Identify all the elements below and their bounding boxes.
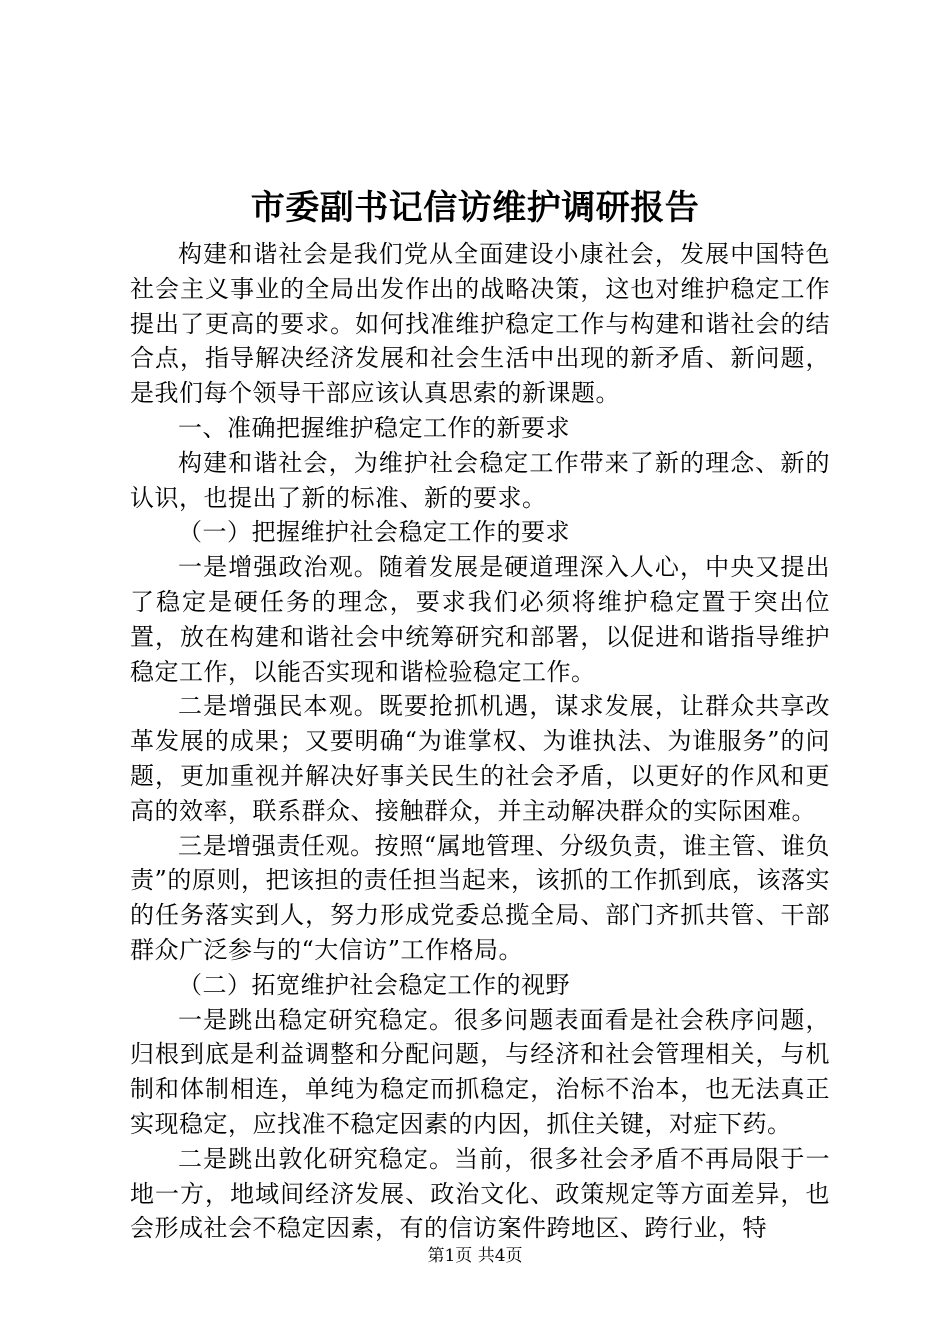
section-heading-1: 一、准确把握维护稳定工作的新要求	[178, 413, 570, 442]
subsection-heading-1: （一）把握维护社会稳定工作的要求	[178, 518, 570, 547]
paragraph-intro: 构建和谐社会是我们党从全面建设小康社会，发展中国特色社会主义事业的全局出发作出的战略决策，这也对维护稳定工作提出了更高的要求。如何找准维护稳定工作与构建和谐社会的结合点，指导解决经济发展和社会生活中出现的新矛盾、新问题，是我们每个领导干部应该认真思索的新课题。	[130, 240, 830, 408]
document-body	[130, 237, 830, 1246]
paragraph-people-view: 二是增强民本观。既要抢抓机遇，谋求发展，让群众共享改革发展的成果；又要明确“为谁掌权、为谁执法、为谁服务”的问题，更加重视并解决好事关民生的社会矛盾，以更好的作风和更高的效率，联系群众、接触群众，并主动解决群众的实际困难。	[130, 692, 830, 825]
paragraph-beyond-dunhua: 二是跳出敦化研究稳定。当前，很多社会矛盾不再局限于一地一方，地域间经济发展、政治文化、政策规定等方面差异，也会形成社会不稳定因素，有的信访案件跨地区、跨行业，特	[130, 1144, 830, 1243]
paragraph-responsibility-view: 三是增强责任观。按照“属地管理、分级负责，谁主管、谁负责”的原则，把该担的责任担当起来，该抓的工作抓到底，该落实的任务落实到人，努力形成党委总揽全局、部门齐抓共管、干部群众广泛参与的“大信访”工作格局。	[130, 831, 830, 964]
paragraph-political-view: 一是增强政治观。随着发展是硬道理深入人心，中央又提出了稳定是硬任务的理念，要求我们必须将维护稳定置于突出位置，放在构建和谐社会中统筹研究和部署，以促进和谐指导维护稳定工作，以能否实现和谐检验稳定工作。	[130, 553, 830, 686]
document-title: 市委副书记信访维护调研报告	[250, 188, 700, 228]
page-footer: 第1页 共4页	[427, 1246, 523, 1266]
paragraph-beyond-stability: 一是跳出稳定研究稳定。很多问题表面看是社会秩序问题，归根到底是利益调整和分配问题，与经济和社会管理相关，与机制和体制相连，单纯为稳定而抓稳定，治标不治本，也无法真正实现稳定，应找准不稳定因素的内因，抓住关键，对症下药。	[130, 1005, 830, 1138]
paragraph-section-1-intro: 构建和谐社会，为维护社会稳定工作带来了新的理念、新的认识，也提出了新的标准、新的要求。	[130, 448, 830, 512]
subsection-heading-2: （二）拓宽维护社会稳定工作的视野	[178, 970, 570, 999]
